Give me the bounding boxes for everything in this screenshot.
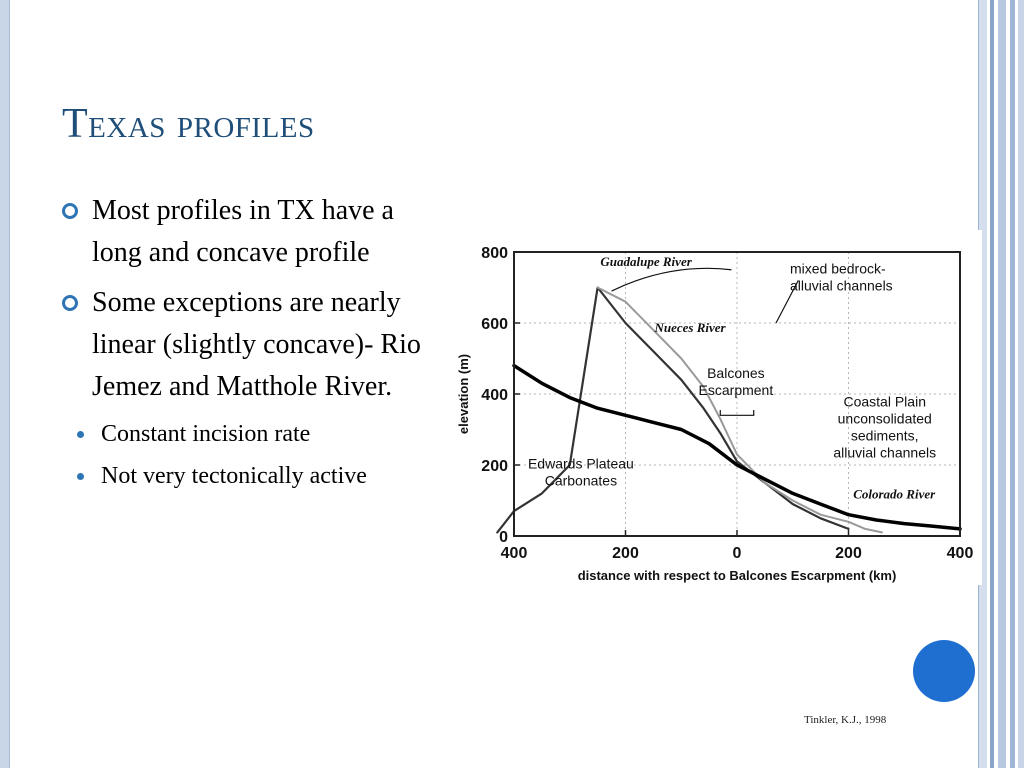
annotation-line: alluvial channels [789, 277, 893, 294]
ring-bullet-icon [62, 203, 78, 219]
annotation-line: Escarpment [698, 382, 774, 399]
chart-annotation [653, 320, 726, 335]
x-tick-label: 200 [835, 545, 862, 562]
sub-bullet-item [60, 458, 432, 494]
x-tick-label: 400 [500, 545, 528, 562]
y-axis-label: elevation (m) [456, 353, 471, 435]
x-axis-label: distance with respect to Balcones Escarpment (km) [577, 568, 897, 583]
bullet-list [60, 190, 432, 500]
y-tick-label: 400 [481, 387, 508, 404]
annotation-line: Edwards Plateau [527, 455, 634, 472]
annotation-line: Nueces River [654, 319, 726, 335]
bullet-text: Some exceptions are nearly linear (slightly concave)- Rio Jemez and Matthole River. [92, 287, 421, 402]
dot-bullet-icon [77, 431, 84, 438]
ring-bullet-icon [62, 295, 78, 311]
sub-bullet-list [60, 416, 432, 494]
left-frame-stripe [0, 0, 10, 768]
annotation-line: unconsolidated [837, 410, 932, 427]
annotation-line: Guadalupe River [600, 254, 692, 270]
y-tick-label: 800 [481, 245, 508, 262]
chart-annotation [699, 365, 774, 398]
bullet-item [60, 190, 432, 274]
annotation-line: sediments, [850, 427, 919, 444]
chart-annotation [600, 254, 692, 269]
y-tick-label: 200 [481, 458, 508, 475]
x-tick-label: 400 [946, 545, 974, 562]
chart-annotation [853, 487, 936, 502]
elevation-profile-chart [452, 230, 982, 585]
chart-annotation [790, 260, 893, 293]
decorative-circle [913, 640, 975, 702]
sub-bullet-text: Constant incision rate [101, 421, 311, 447]
annotation-line: Colorado River [853, 486, 936, 502]
dot-bullet-icon [77, 473, 84, 480]
annotation-line: Coastal Plain [843, 393, 926, 410]
slide-title: Texas profiles [62, 101, 315, 147]
y-tick-label: 600 [481, 316, 508, 333]
y-tick-label: 0 [499, 529, 508, 546]
sub-bullet-text: Not very tectonically active [101, 463, 367, 489]
annotation-line: alluvial channels [833, 444, 937, 461]
annotation-line: Balcones [707, 365, 765, 382]
citation: Tinkler, K.J., 1998 [804, 714, 887, 726]
bullet-text: Most profiles in TX have a long and concave profile [92, 195, 394, 268]
x-tick-label: 0 [732, 545, 742, 562]
bullet-item [60, 282, 432, 408]
x-tick-label: 200 [612, 545, 639, 562]
right-frame-stripes [978, 0, 1024, 768]
sub-bullet-item [60, 416, 432, 452]
annotation-line: mixed bedrock- [789, 260, 886, 277]
annotation-line: Carbonates [544, 472, 618, 489]
